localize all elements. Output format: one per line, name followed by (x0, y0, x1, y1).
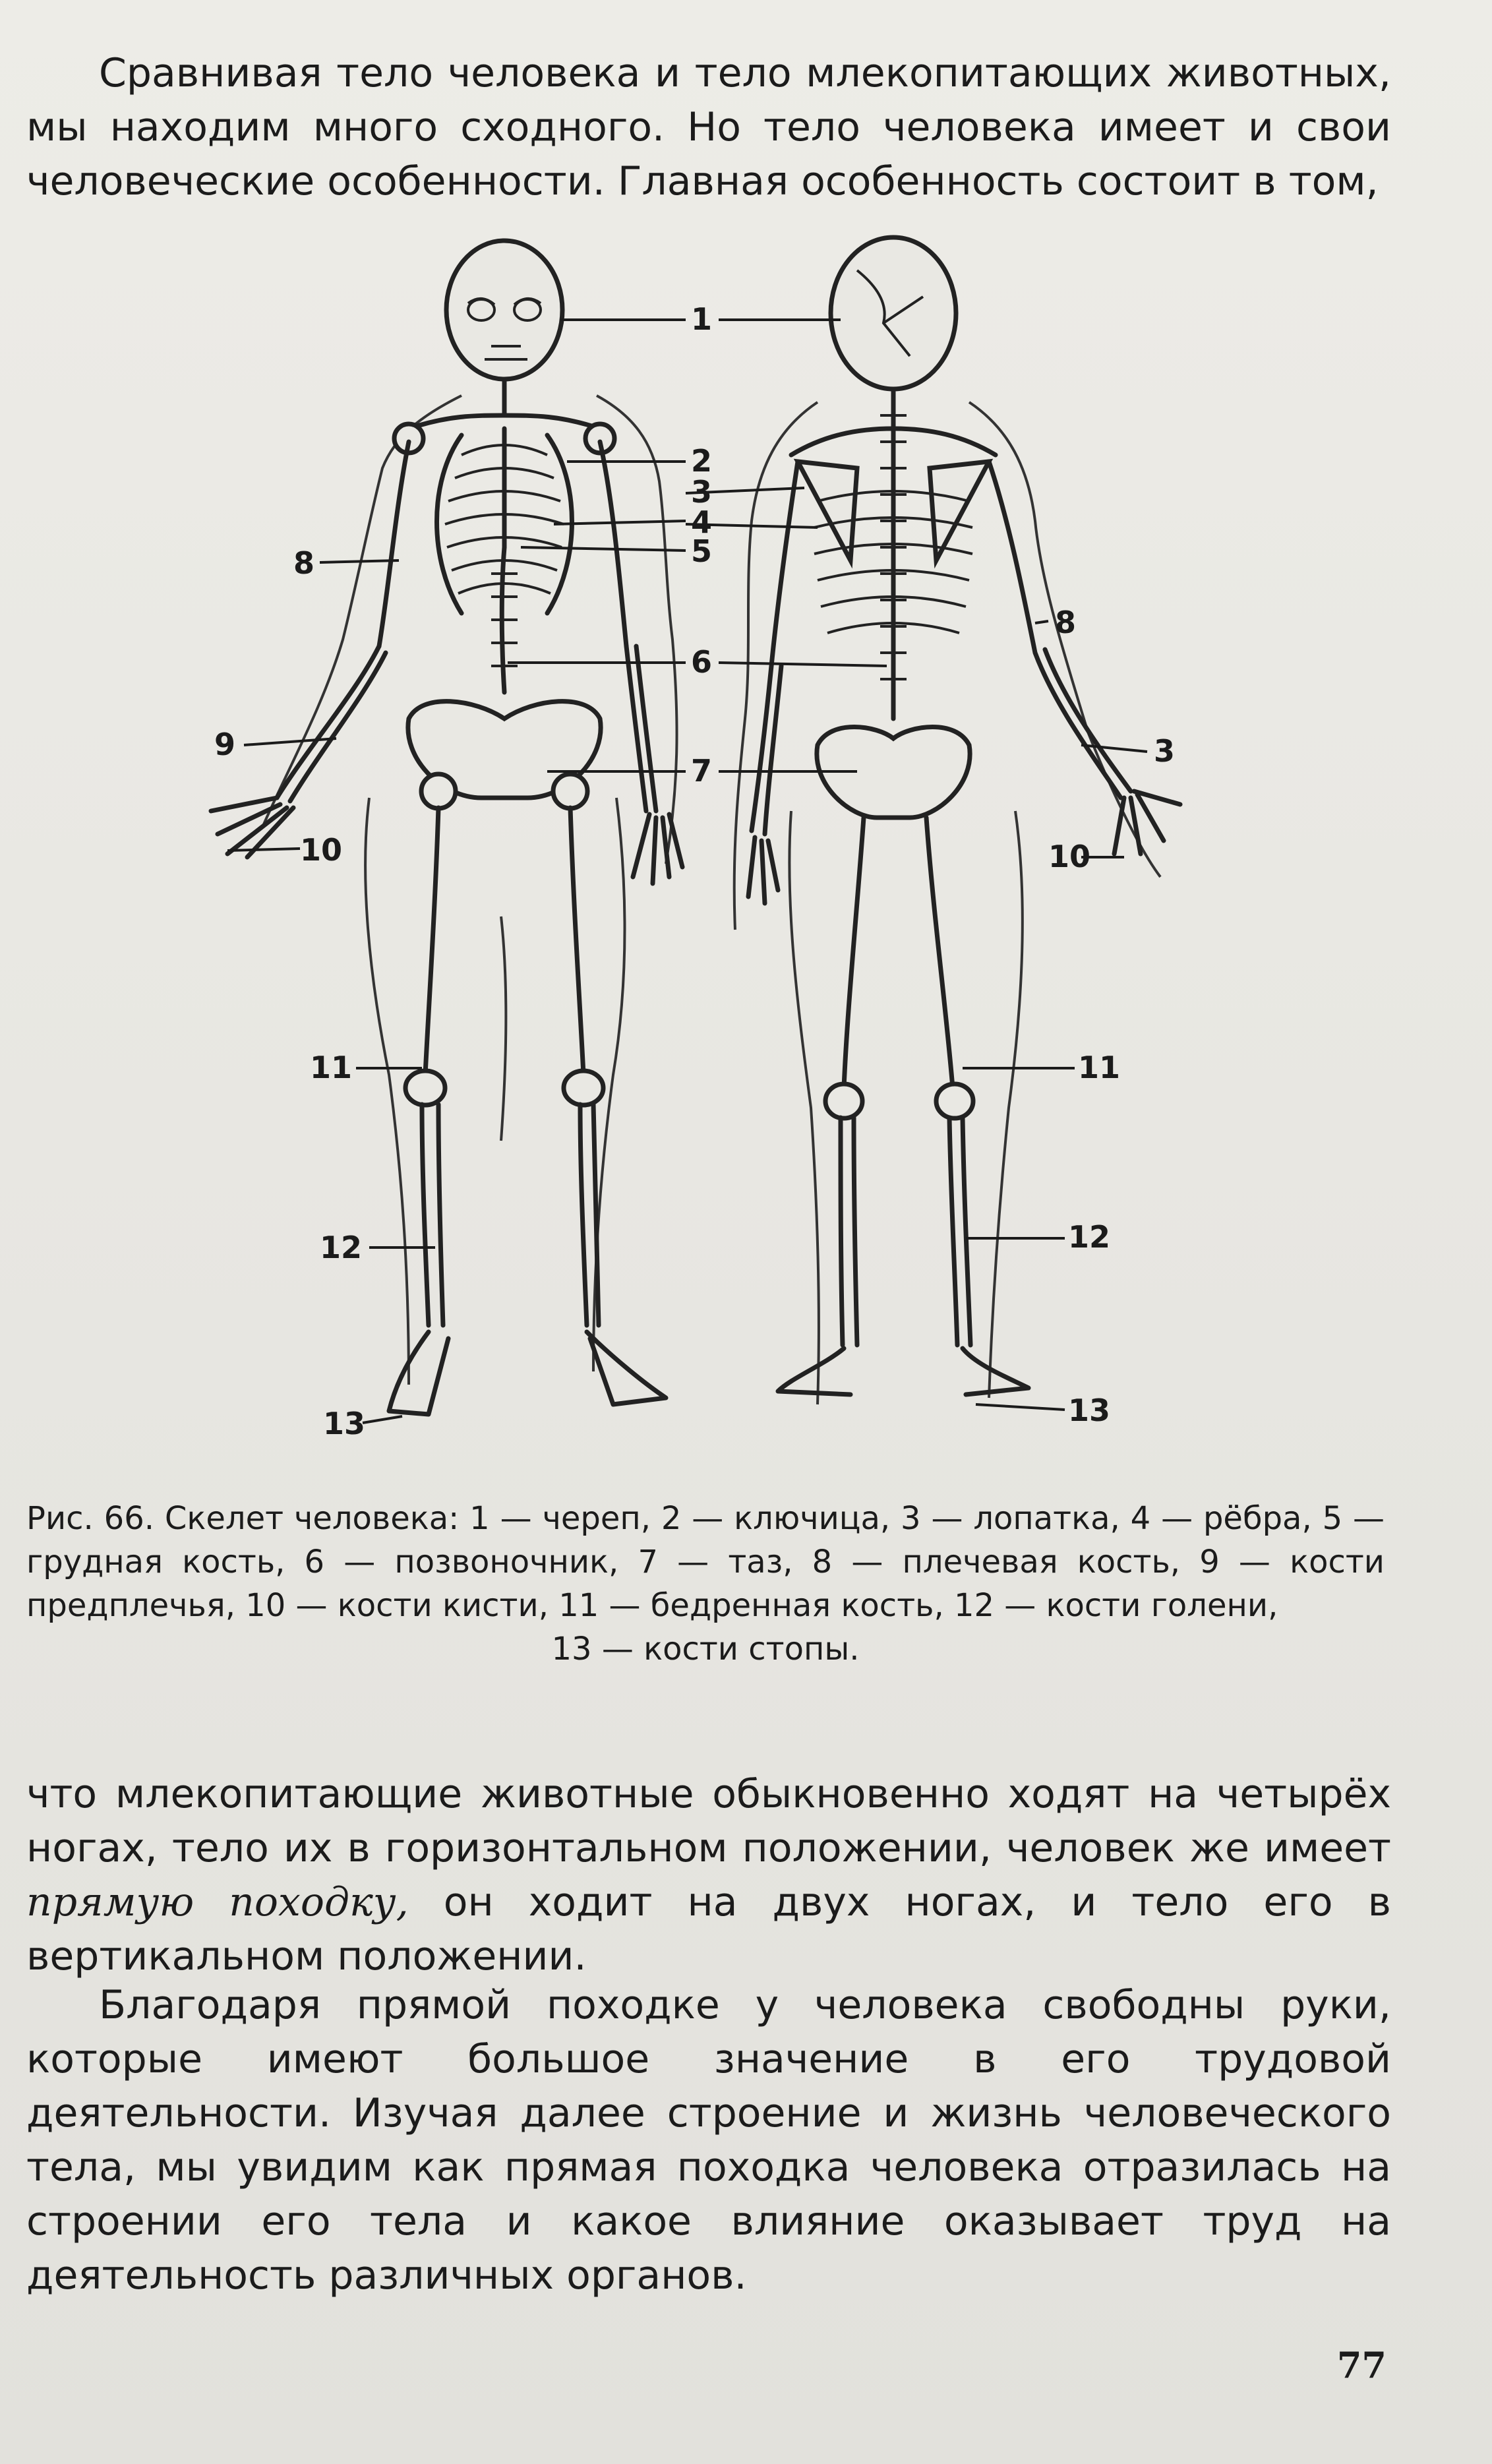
front-skeleton (211, 241, 682, 1414)
label-11-front: 11 (310, 1050, 353, 1085)
paragraph-gait-before: что млекопитающие животные обыкновенно ходят на четырёх ногах, тело их в горизонтальном положении, человек же имеет (26, 1771, 1391, 1871)
right-scapula (930, 462, 989, 560)
paragraph-gait (26, 1767, 1391, 1983)
label-2: 2 (691, 443, 713, 479)
label-4: 4 (691, 504, 713, 540)
label-1: 1 (691, 301, 713, 337)
skeleton-figure (0, 218, 1492, 1470)
label-7: 7 (691, 753, 713, 789)
figure-labels (214, 301, 1175, 1441)
figure-caption-main: Рис. 66. Скелет человека: 1 — череп, 2 — ключица, 3 — лопатка, 4 — рёбра, 5 — грудная кость, 6 — позвоночник, 7 — таз, 8 — плечевая кость, 9 — кости предплечья, 10 — кости кисти, 11 — бедренная кость, 12 — кости голени, (26, 1500, 1385, 1624)
figure-caption (26, 1497, 1385, 1671)
left-scapula (798, 462, 857, 560)
label-3-back: 3 (1154, 733, 1176, 769)
paragraph-gait-after: он ходит на двух ногах, и тело его в вертикальном положении. (26, 1879, 1391, 1979)
paragraph-hands-text: Благодаря прямой походке у человека свободны руки, которые имеют большое значение в его трудовой деятельности. Изучая далее строение и жизнь человеческого тела, мы увидим как прямая походка человека отразилась на строении его тела и какое влияние оказывает труд на деятельность различных органов. (26, 1982, 1391, 2299)
label-12-front: 12 (320, 1230, 363, 1265)
page-number: 77 (1336, 2344, 1387, 2386)
label-13-front: 13 (323, 1406, 366, 1441)
paragraph-hands (26, 1978, 1391, 2302)
label-3: 3 (691, 474, 713, 510)
paragraph-gait-emphasis: прямую походку, (26, 1879, 409, 1925)
label-10-front: 10 (300, 832, 343, 868)
paragraph-intro (26, 46, 1391, 208)
label-11-back: 11 (1078, 1050, 1121, 1085)
paragraph-intro-text: Сравнивая тело человека и тело млекопитающих животных, мы находим много сходного. Но тело человека имеет и свои человеческие особенности. Главная особенность состоит в том, (26, 50, 1391, 204)
figure-caption-last: 13 — кости стопы. (551, 1631, 860, 1668)
label-13-back: 13 (1068, 1393, 1111, 1428)
back-skull (831, 237, 956, 389)
label-5: 5 (691, 533, 713, 569)
label-12-back: 12 (1068, 1219, 1111, 1255)
label-10-back: 10 (1048, 839, 1091, 874)
back-skeleton (734, 237, 1180, 1404)
label-8-front: 8 (293, 545, 315, 581)
label-9: 9 (214, 727, 236, 762)
label-8-back: 8 (1055, 605, 1077, 640)
label-6: 6 (691, 644, 713, 680)
